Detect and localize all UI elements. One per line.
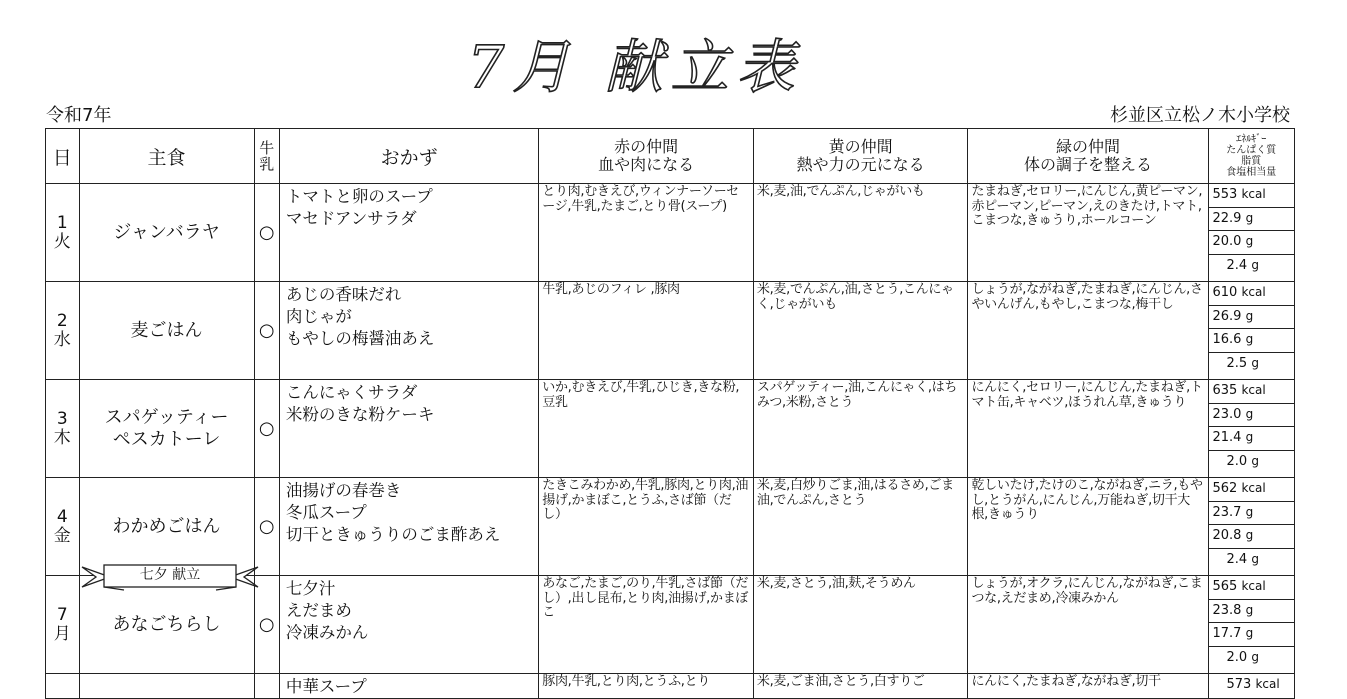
- salt-value: 2.0: [1226, 453, 1248, 469]
- nutrition-energy: [1209, 576, 1295, 600]
- energy-value: 610: [1212, 285, 1238, 300]
- protein-unit: g: [1245, 210, 1254, 225]
- energy-unit: kcal: [1241, 285, 1266, 299]
- nutrition-cell: [1208, 674, 1295, 699]
- red-ingredients: とり肉,むきえび,ウィンナーソーセージ,牛乳,たまご,とり骨(スープ): [539, 184, 754, 282]
- yellow-ingredients: 米,麦,油,でんぷん,じゃがいも: [753, 184, 968, 282]
- weekday: 火: [53, 231, 71, 252]
- red-ingredients: 牛乳,あじのフィレ ,豚肉: [539, 282, 754, 380]
- yellow-ingredients: 米,麦,白炒りごま,油,はるさめ,ごま油,でんぷん,さとう: [753, 478, 968, 576]
- salt-unit: g: [1251, 551, 1259, 566]
- table-row: [46, 478, 1295, 576]
- nutrition-protein: [1209, 208, 1295, 232]
- protein-value: 23.7: [1212, 504, 1242, 520]
- staple-line: わかめごはん: [112, 515, 221, 537]
- header-milk: 牛乳: [254, 129, 279, 184]
- salt-value: 2.4: [1226, 551, 1248, 567]
- school-name: 杉並区立松ノ木小学校: [1110, 105, 1290, 126]
- day-number: 2: [56, 310, 68, 331]
- day-number: 1: [56, 212, 68, 233]
- staple-cell: [79, 380, 254, 478]
- header-energy: ｴﾈﾙｷﾞｰ: [1236, 134, 1267, 145]
- nutrition-energy: [1209, 478, 1295, 502]
- nutrition-salt: [1209, 353, 1295, 377]
- header-protein: たんぱく質: [1226, 145, 1277, 156]
- header-green: [968, 129, 1208, 184]
- page-title: 7月 献立表: [467, 33, 803, 101]
- header-green-title: 緑の仲間: [1055, 137, 1120, 156]
- staple-cell: [79, 282, 254, 380]
- dish-item: 肉じゃが: [285, 307, 352, 326]
- nutrition-protein: [1209, 306, 1295, 330]
- energy-unit: kcal: [1241, 187, 1266, 201]
- dishes-cell: [279, 576, 538, 674]
- staple-line: あなごちらし: [112, 613, 221, 635]
- header-fat: 脂質: [1241, 156, 1262, 167]
- header-nutrition: [1208, 129, 1295, 184]
- nutrition-fat: [1209, 231, 1295, 255]
- header-red-sub: 血や肉になる: [598, 155, 695, 174]
- salt-value: 2.0: [1226, 649, 1248, 665]
- day-number: 4: [56, 506, 68, 527]
- fat-value: 21.4: [1212, 430, 1242, 445]
- dish-item: マセドアンサラダ: [285, 209, 417, 228]
- staple-line: 麦ごはん: [130, 319, 203, 341]
- date-cell: [46, 380, 80, 478]
- milk-mark: ○: [254, 282, 279, 380]
- weekday: 金: [53, 525, 71, 546]
- dishes-cell: [279, 184, 538, 282]
- date-cell: [46, 282, 80, 380]
- table-row: [46, 184, 1295, 282]
- nutrition-salt: [1209, 647, 1295, 671]
- yellow-ingredients: 米,麦,でんぷん,油,さとう,こんにゃく,じゃがいも: [753, 282, 968, 380]
- salt-value: 2.5: [1226, 355, 1248, 371]
- header-yellow-sub: 熱や力の元になる: [796, 155, 925, 174]
- nutrition-salt: [1209, 549, 1295, 573]
- milk-mark: [254, 674, 279, 699]
- nutrition-fat: [1209, 623, 1295, 647]
- energy-unit: kcal: [1241, 481, 1266, 495]
- nutrition-cell: [1208, 184, 1295, 282]
- nutrition-protein: [1209, 600, 1295, 624]
- weekday: 水: [53, 329, 71, 350]
- nutrition-energy: [1209, 184, 1295, 208]
- header-staple: 主食: [79, 129, 254, 184]
- fat-unit: g: [1245, 528, 1254, 542]
- dish-item: 米粉のきな粉ケーキ: [285, 405, 435, 424]
- fat-value: 16.6: [1212, 332, 1242, 347]
- day-number: 7: [56, 604, 68, 625]
- table-row-partial: [46, 674, 1295, 699]
- weekday: 月: [53, 623, 71, 644]
- dish-item: 冷凍みかん: [285, 623, 369, 642]
- dish-item: トマトと卵のスープ: [285, 187, 433, 206]
- fat-unit: g: [1245, 332, 1254, 346]
- milk-mark: ○: [254, 478, 279, 576]
- staple-cell: [79, 478, 254, 576]
- dish-item: 七夕汁: [285, 579, 336, 598]
- date-cell: [46, 478, 80, 576]
- protein-value: 26.9: [1212, 308, 1242, 324]
- date-cell: [46, 674, 80, 699]
- dish-item: こんにゃくサラダ: [285, 383, 418, 402]
- header-yellow-title: 黄の仲間: [828, 137, 893, 156]
- nutrition-cell: [1208, 380, 1295, 478]
- nutrition-salt: [1209, 255, 1295, 279]
- nutrition-salt: [1209, 451, 1295, 475]
- banner-label: 七夕 献立: [139, 567, 201, 583]
- protein-unit: g: [1245, 406, 1254, 421]
- table-row: [46, 282, 1295, 380]
- energy-unit: kcal: [1241, 383, 1266, 397]
- energy-value: 553: [1212, 187, 1238, 202]
- date-cell: [46, 576, 80, 674]
- protein-value: 23.8: [1212, 602, 1242, 618]
- energy-value: 562: [1212, 481, 1238, 496]
- protein-unit: g: [1245, 504, 1254, 519]
- milk-mark: ○: [254, 576, 279, 674]
- energy-value: 565: [1212, 579, 1238, 594]
- staple-line: スパゲッティー: [104, 406, 229, 428]
- red-ingredients: 豚肉,牛乳,とり肉,とうふ,とり: [539, 674, 754, 699]
- dish-item: えだまめ: [285, 601, 352, 620]
- dish-item: 切干ときゅうりのごま酢あえ: [285, 525, 501, 544]
- nutrition-protein: [1209, 404, 1295, 428]
- weekday: 木: [53, 427, 71, 448]
- nutrition-energy: [1209, 674, 1295, 698]
- green-ingredients: しょうが,ながねぎ,たまねぎ,にんじん,さやいんげん,もやし,こまつな,梅干し: [968, 282, 1208, 380]
- milk-mark: ○: [254, 184, 279, 282]
- nutrition-fat: [1209, 329, 1295, 353]
- milk-mark: ○: [254, 380, 279, 478]
- energy-value: 635: [1212, 383, 1238, 398]
- fat-unit: g: [1245, 234, 1254, 248]
- header-salt: 食塩相当量: [1226, 167, 1277, 178]
- salt-unit: g: [1251, 355, 1259, 370]
- nutrition-energy: [1209, 380, 1295, 404]
- dish-item: もやしの梅醤油あえ: [285, 329, 435, 348]
- fat-unit: g: [1245, 626, 1254, 640]
- era-year: 令和7年: [46, 105, 112, 126]
- yellow-ingredients: スパゲッティー,油,こんにゃく,はちみつ,米粉,さとう: [753, 380, 968, 478]
- green-ingredients: にんにく,たまねぎ,ながねぎ,切干: [968, 674, 1208, 699]
- red-ingredients: たきこみわかめ,牛乳,豚肉,とり肉,油揚げ,かまぼこ,とうふ,さば節（だし）: [539, 478, 754, 576]
- nutrition-fat: [1209, 525, 1295, 549]
- green-ingredients: 乾しいたけ,たけのこ,ながねぎ,ニラ,もやし,とうがん,にんじん,万能ねぎ,切干大根,きゅうり: [968, 478, 1208, 576]
- nutrition-fat: [1209, 427, 1295, 451]
- fat-value: 20.8: [1212, 528, 1242, 543]
- header-green-sub: 体の調子を整える: [1023, 155, 1152, 174]
- nutrition-cell: [1208, 576, 1295, 674]
- staple-cell: [79, 184, 254, 282]
- green-ingredients: しょうが,オクラ,にんじん,ながねぎ,こまつな,えだまめ,冷凍みかん: [968, 576, 1208, 674]
- green-ingredients: にんにく,セロリー,にんじん,たまねぎ,トマト缶,キャベツ,ほうれん草,きゅうり: [968, 380, 1208, 478]
- staple-cell: [79, 674, 254, 699]
- header-date: 日: [46, 129, 80, 184]
- protein-unit: g: [1245, 602, 1254, 617]
- protein-unit: g: [1245, 308, 1254, 323]
- dish-item: 油揚げの春巻き: [285, 481, 402, 500]
- table-header-row: [46, 129, 1295, 184]
- menu-body: [46, 184, 1295, 699]
- day-number: 3: [56, 408, 68, 429]
- fat-unit: g: [1245, 430, 1254, 444]
- protein-value: 22.9: [1212, 210, 1242, 226]
- protein-value: 23.0: [1212, 406, 1242, 422]
- salt-unit: g: [1251, 257, 1259, 272]
- header-red: [539, 129, 754, 184]
- energy-value: 573: [1226, 677, 1252, 692]
- salt-unit: g: [1251, 453, 1259, 468]
- nutrition-protein: [1209, 502, 1295, 526]
- dishes-cell: [279, 478, 538, 576]
- menu-table: [45, 128, 1295, 699]
- staple-line: ペスカトーレ: [112, 428, 221, 450]
- staple-line: ジャンバラヤ: [113, 221, 220, 243]
- green-ingredients: たまねぎ,セロリー,にんじん,黄ピーマン,赤ピーマン,ピーマン,えのきたけ,トマト,こまつな,きゅうり,ホールコーン: [968, 184, 1208, 282]
- energy-unit: kcal: [1241, 579, 1266, 593]
- yellow-ingredients: 米,麦,さとう,油,麸,そうめん: [753, 576, 968, 674]
- header-yellow: [753, 129, 968, 184]
- red-ingredients: いか,むきえび,牛乳,ひじき,きな粉,豆乳: [539, 380, 754, 478]
- header-red-title: 赤の仲間: [614, 137, 679, 156]
- salt-unit: g: [1251, 649, 1259, 664]
- dishes-cell: [279, 380, 538, 478]
- salt-value: 2.4: [1226, 257, 1248, 273]
- dish-item: 中華スープ: [279, 674, 538, 699]
- fat-value: 17.7: [1212, 626, 1242, 641]
- nutrition-energy: [1209, 282, 1295, 306]
- table-row: [46, 380, 1295, 478]
- energy-unit: kcal: [1255, 677, 1280, 691]
- nutrition-cell: [1208, 282, 1295, 380]
- red-ingredients: あなご,たまご,のり,牛乳,さば節（だし）,出し昆布,とり肉,油揚げ,かまぼこ: [539, 576, 754, 674]
- nutrition-cell: [1208, 478, 1295, 576]
- dishes-cell: [279, 282, 538, 380]
- dish-item: あじの香味だれ: [285, 285, 402, 304]
- yellow-ingredients: 米,麦,ごま油,さとう,白すりご: [753, 674, 968, 699]
- tanabata-banner: [80, 563, 260, 591]
- date-cell: [46, 184, 80, 282]
- header-side: おかず: [279, 129, 538, 184]
- fat-value: 20.0: [1212, 234, 1242, 249]
- dish-item: 冬瓜スープ: [285, 503, 367, 522]
